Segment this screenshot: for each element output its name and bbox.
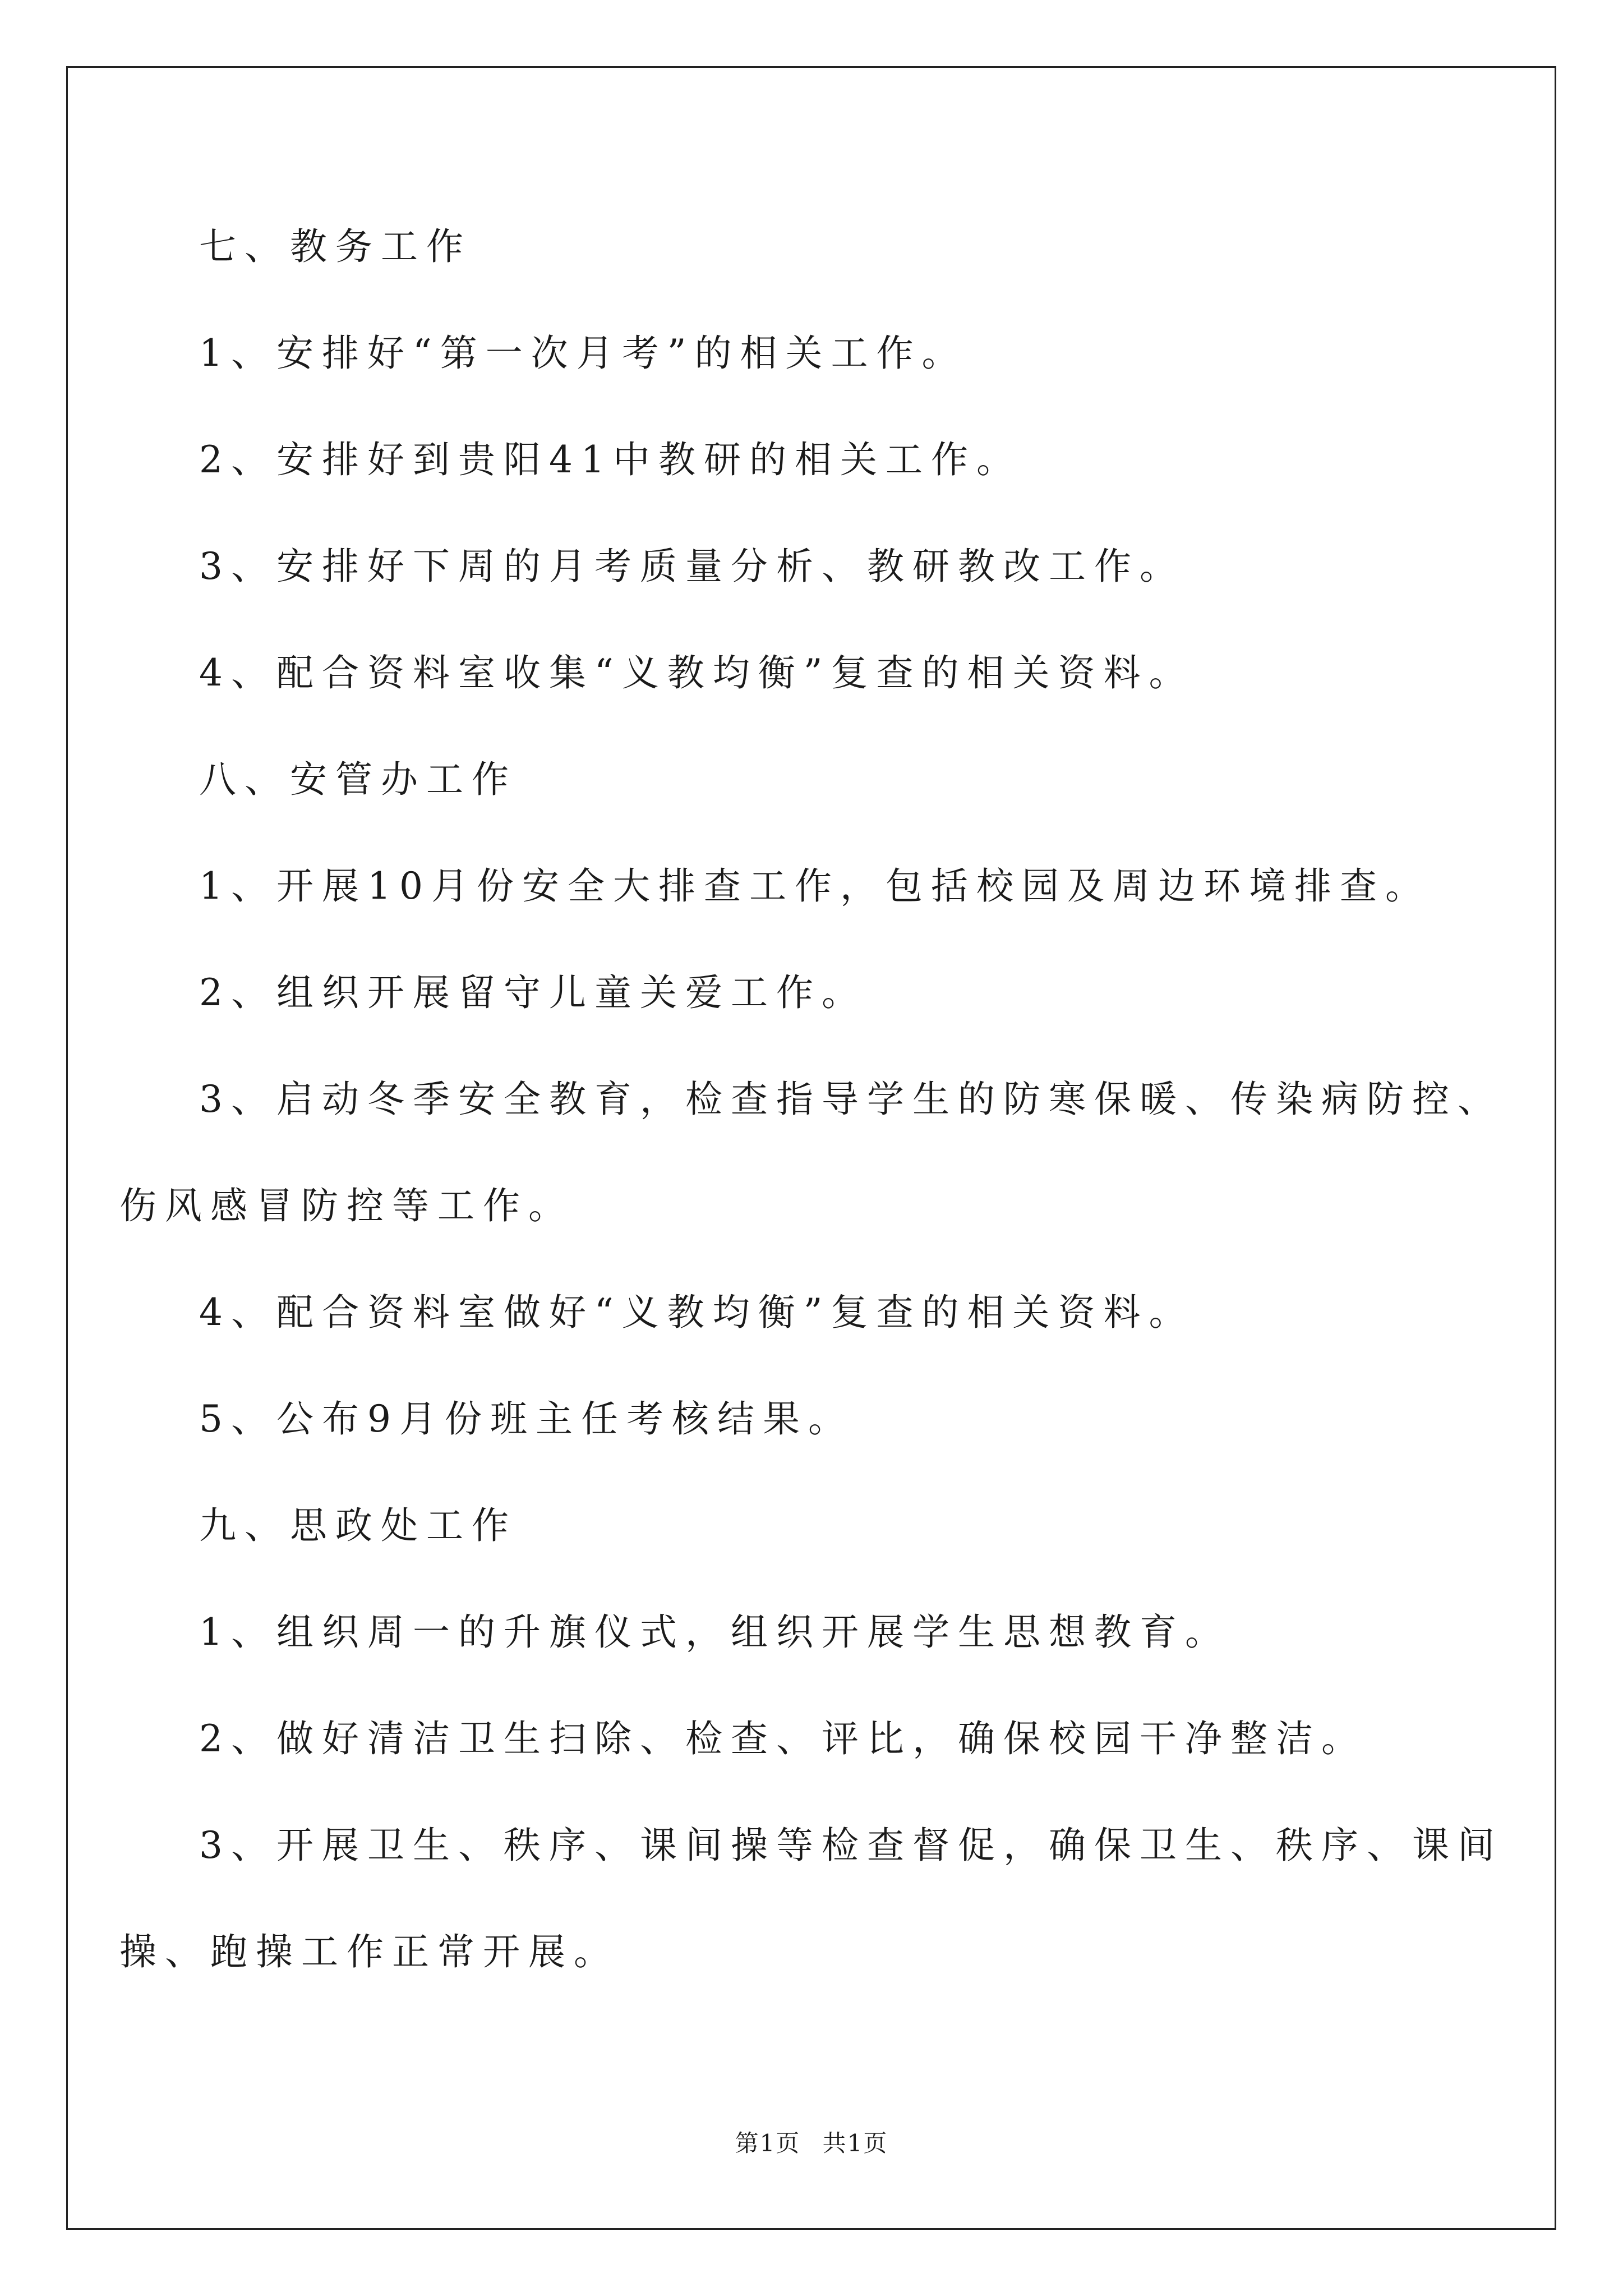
paragraph: 3、安排好下周的月考质量分析、教研教改工作。 [199,545,1185,588]
paragraph: 1、组织周一的升旗仪式，组织开展学生思想教育。 [199,1611,1230,1654]
document-body [119,213,1503,2025]
section-heading-safety: 八、安管办工作 [199,758,517,801]
page-total: 共1页 [822,2129,888,2157]
paragraph: 3、开展卫生、秩序、课间操等检查督促，确保卫生、秩序、课间 [199,1824,1503,1867]
page-footer [0,2125,1623,2159]
page-number: 第1页 [735,2129,801,2157]
paragraph: 4、配合资料室收集“义教均衡”复查的相关资料。 [199,651,1195,694]
section-heading-academic: 七、教务工作 [199,225,472,268]
paragraph: 2、做好清洁卫生扫除、检查、评比，确保校园干净整洁。 [199,1717,1367,1760]
paragraph-continuation: 伤风感冒防控等工作。 [119,1184,574,1227]
paragraph: 1、开展10月份安全大排查工作，包括校园及周边环境排查。 [199,864,1431,908]
paragraph: 5、公布9月份班主任考核结果。 [199,1397,854,1441]
paragraph: 2、安排好到贵阳41中教研的相关工作。 [199,438,1022,481]
paragraph-continuation: 操、跑操工作正常开展。 [119,1930,619,1973]
paragraph: 3、启动冬季安全教育，检查指导学生的防寒保暖、传染病防控、 [199,1078,1503,1121]
paragraph: 4、配合资料室做好“义教均衡”复查的相关资料。 [199,1291,1195,1334]
paragraph: 1、安排好“第一次月考”的相关工作。 [199,332,967,375]
section-heading-political: 九、思政处工作 [199,1504,517,1547]
paragraph: 2、组织开展留守儿童关爱工作。 [199,971,867,1014]
